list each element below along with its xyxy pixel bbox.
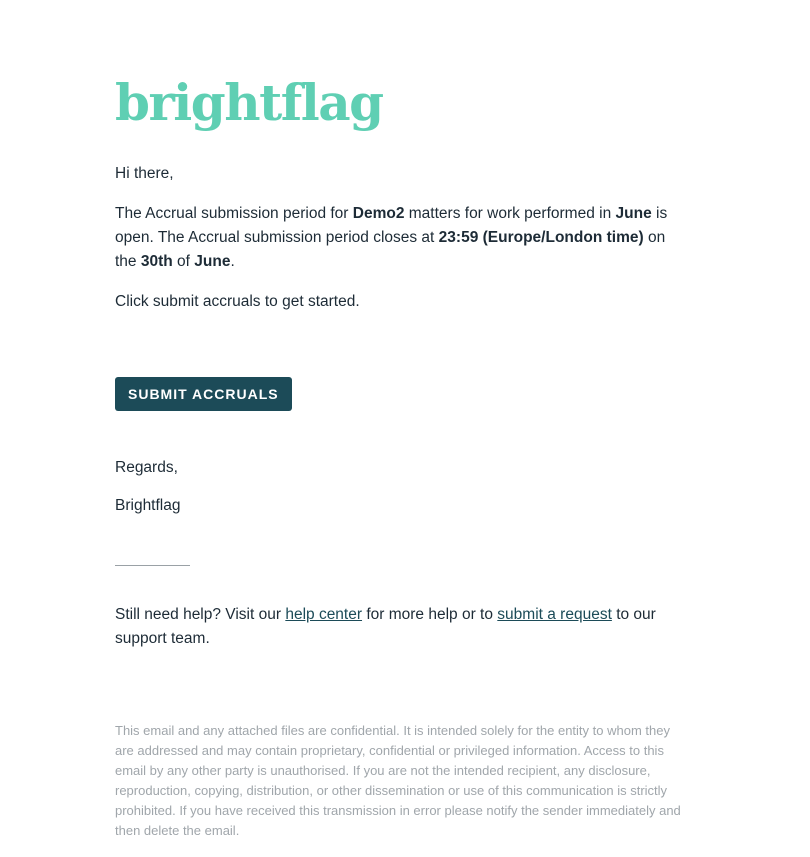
confidentiality-disclaimer: This email and any attached files are confidential. It is intended solely for the entity to whom they are addressed and may contain proprietary, confidential or privileged information. Access to this email by any other party is unauthorised. If you are not the intended recipient, any disclosure, reproduction, copying, distribution, or other dissemination or use of this communication is strictly prohibited. If you have received this transmission in error please notify the sender immediately and then delete the email. <box>115 723 681 838</box>
message-text: matters for work performed in <box>404 205 616 222</box>
divider <box>115 565 190 566</box>
help-text: for more help or to <box>362 606 498 623</box>
help-text: to our support team. <box>115 606 656 647</box>
deadline-day: 30th <box>140 253 173 270</box>
help-message <box>115 603 690 651</box>
message-text: . <box>230 253 235 270</box>
message-text: on the <box>115 229 666 270</box>
email-body <box>115 74 690 841</box>
message-text: is open. The Accrual submission period closes at <box>115 205 668 246</box>
deadline-time: 23:59 (Europe/London time) <box>438 229 644 246</box>
brightflag-logo: brightflag <box>115 73 383 132</box>
message-text: of <box>172 253 195 270</box>
help-center-link[interactable]: help center <box>285 606 363 623</box>
period-month: June <box>615 205 652 222</box>
cta-text: Click submit accruals to get started. <box>115 293 360 310</box>
submit-request-link[interactable]: submit a request <box>497 606 612 623</box>
message-text: The Accrual submission period for <box>115 205 353 222</box>
client-name: Demo2 <box>352 205 405 222</box>
help-text: Still need help? Visit our <box>115 606 286 623</box>
signature: Brightflag <box>115 497 181 514</box>
greeting: Hi there, <box>115 165 174 182</box>
regards: Regards, <box>115 459 178 476</box>
button-container <box>115 377 690 411</box>
accrual-period-message <box>115 202 690 274</box>
submit-accruals-button[interactable]: SUBMIT ACCRUALS <box>115 377 292 411</box>
deadline-month: June <box>194 253 231 270</box>
